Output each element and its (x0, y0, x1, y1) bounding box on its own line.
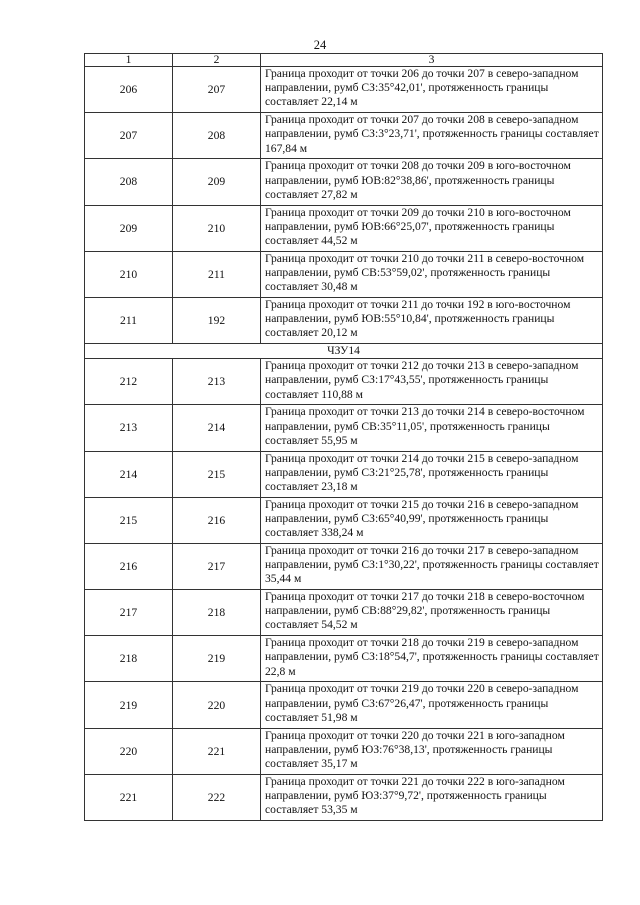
table-row (85, 405, 603, 451)
point-from: 209 (85, 205, 173, 251)
point-from: 206 (85, 67, 173, 113)
table-row (85, 67, 603, 113)
table-row (85, 359, 603, 405)
table-row (85, 543, 603, 589)
point-from: 213 (85, 405, 173, 451)
table-row (85, 682, 603, 728)
table-row (85, 497, 603, 543)
point-to: 221 (173, 728, 261, 774)
table-row (85, 297, 603, 343)
point-to: 222 (173, 774, 261, 820)
section-row (85, 344, 603, 359)
point-to: 217 (173, 543, 261, 589)
table-row (85, 251, 603, 297)
point-from: 216 (85, 543, 173, 589)
column-header-3: 3 (261, 54, 603, 67)
point-from: 220 (85, 728, 173, 774)
boundary-description: Граница проходит от точки 208 до точки 209 в юго-восточном направлении, румб ЮВ:82°38,86', протяженность границы составляет 27,82 м (261, 159, 603, 205)
boundary-description: Граница проходит от точки 209 до точки 210 в юго-восточном направлении, румб ЮВ:66°25,07', протяженность границы составляет 44,52 м (261, 205, 603, 251)
point-from: 211 (85, 297, 173, 343)
column-header-2: 2 (173, 54, 261, 67)
point-from: 207 (85, 113, 173, 159)
boundary-description: Граница проходит от точки 216 до точки 217 в северо-западном направлении, румб СЗ:1°30,22', протяженность границы составляет 35,44 м (261, 543, 603, 589)
boundary-description: Граница проходит от точки 206 до точки 207 в северо-западном направлении, румб СЗ:35°42,01', протяженность границы составляет 22,14 м (261, 67, 603, 113)
point-to: 211 (173, 251, 261, 297)
point-from: 219 (85, 682, 173, 728)
header-row (85, 54, 603, 67)
point-to: 216 (173, 497, 261, 543)
point-to: 210 (173, 205, 261, 251)
point-from: 221 (85, 774, 173, 820)
table-row (85, 590, 603, 636)
point-to: 209 (173, 159, 261, 205)
boundary-description: Граница проходит от точки 221 до точки 222 в юго-западном направлении, румб ЮЗ:37°9,72', протяженность границы составляет 53,35 м (261, 774, 603, 820)
point-from: 210 (85, 251, 173, 297)
boundary-description: Граница проходит от точки 210 до точки 211 в северо-восточном направлении, румб СВ:53°59,02', протяженность границы составляет 30,48 м (261, 251, 603, 297)
boundary-description: Граница проходит от точки 213 до точки 214 в северо-восточном направлении, румб СВ:35°11,05', протяженность границы составляет 55,95 м (261, 405, 603, 451)
boundary-table (84, 53, 603, 821)
boundary-description: Граница проходит от точки 212 до точки 213 в северо-западном направлении, румб СЗ:17°43,55', протяженность границы составляет 110,88 м (261, 359, 603, 405)
table-row (85, 728, 603, 774)
boundary-description: Граница проходит от точки 219 до точки 220 в северо-западном направлении, румб СЗ:67°26,47', протяженность границы составляет 51,98 м (261, 682, 603, 728)
point-to: 207 (173, 67, 261, 113)
point-from: 215 (85, 497, 173, 543)
page-number: 24 (313, 38, 327, 52)
point-from: 212 (85, 359, 173, 405)
point-to: 213 (173, 359, 261, 405)
point-to: 214 (173, 405, 261, 451)
table-row (85, 451, 603, 497)
table-row (85, 636, 603, 682)
table-row (85, 113, 603, 159)
table-row (85, 159, 603, 205)
boundary-description: Граница проходит от точки 211 до точки 192 в юго-восточном направлении, румб ЮВ:55°10,84', протяженность границы составляет 20,12 м (261, 297, 603, 343)
point-to: 215 (173, 451, 261, 497)
boundary-description: Граница проходит от точки 217 до точки 218 в северо-восточном направлении, румб СВ:88°29,82', протяженность границы составляет 54,52 м (261, 590, 603, 636)
point-to: 192 (173, 297, 261, 343)
point-to: 220 (173, 682, 261, 728)
boundary-description: Граница проходит от точки 215 до точки 216 в северо-западном направлении, румб СЗ:65°40,99', протяженность границы составляет 338,24 м (261, 497, 603, 543)
boundary-description: Граница проходит от точки 218 до точки 219 в северо-западном направлении, румб СЗ:18°54,7', протяженность границы составляет 22,8 м (261, 636, 603, 682)
boundary-description: Граница проходит от точки 207 до точки 208 в северо-западном направлении, румб СЗ:3°23,71', протяженность границы составляет 167,84 м (261, 113, 603, 159)
point-to: 219 (173, 636, 261, 682)
boundary-description: Граница проходит от точки 214 до точки 215 в северо-западном направлении, румб СЗ:21°25,78', протяженность границы составляет 23,18 м (261, 451, 603, 497)
column-header-1: 1 (85, 54, 173, 67)
rows-group-a (85, 67, 603, 344)
section-label: ЧЗУ14 (85, 344, 603, 359)
point-to: 218 (173, 590, 261, 636)
point-from: 208 (85, 159, 173, 205)
point-from: 217 (85, 590, 173, 636)
table-row (85, 774, 603, 820)
point-from: 218 (85, 636, 173, 682)
boundary-description: Граница проходит от точки 220 до точки 221 в юго-западном направлении, румб ЮЗ:76°38,13', протяженность границы составляет 35,17 м (261, 728, 603, 774)
point-to: 208 (173, 113, 261, 159)
table-row (85, 205, 603, 251)
point-from: 214 (85, 451, 173, 497)
rows-group-b (85, 359, 603, 821)
